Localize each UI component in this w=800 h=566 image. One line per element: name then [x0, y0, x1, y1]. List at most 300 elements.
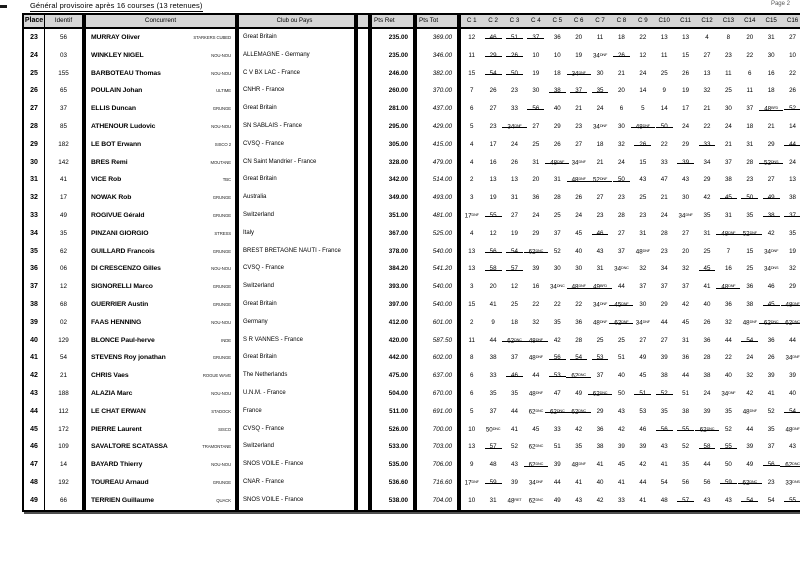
race-score-cell: [632, 421, 653, 439]
race-score-cell: [632, 100, 653, 118]
race-score: [553, 118, 562, 136]
race-score-cell: [589, 332, 610, 350]
race-score-cell: [525, 456, 546, 474]
race-score-cell: [782, 207, 800, 225]
race-score-cell: [547, 332, 568, 350]
score-value: 27: [596, 194, 604, 202]
place-cell: 46: [30, 443, 38, 451]
score-value: 17: [489, 140, 497, 148]
pts-tot-cell: 706.00: [432, 461, 452, 469]
race-score-cell: [782, 171, 800, 189]
score-value: 17: [464, 212, 472, 220]
race-score-cell: [547, 207, 568, 225]
pts-tot-cell: 700.00: [432, 425, 452, 433]
score-value: 39: [553, 461, 561, 469]
race-score: [724, 332, 733, 350]
races-body: [461, 29, 800, 510]
race-score-discarded: [592, 171, 608, 189]
pts-tot-cell: 704.00: [432, 496, 452, 504]
race-score-cell: [589, 207, 610, 225]
table-row: [86, 189, 235, 207]
table-row: [417, 65, 457, 83]
race-score-cell: [696, 225, 717, 243]
race-score-discarded: [506, 332, 523, 350]
score-value: 29: [596, 407, 604, 415]
score-value: 23: [596, 211, 604, 219]
race-score-cell: [589, 403, 610, 421]
score-value: 43: [724, 496, 732, 504]
race-score-discarded: [489, 47, 498, 65]
score-code: DNF: [599, 301, 608, 306]
race-score-cell: [654, 243, 675, 261]
pts-ret-cell: 351.00: [388, 211, 408, 219]
score-value: 25: [746, 265, 754, 273]
score-value: 41: [703, 283, 711, 291]
race-score-cell: [654, 492, 675, 510]
race-score-discarded: [763, 314, 780, 332]
score-value: 33: [511, 105, 518, 113]
race-score-cell: [760, 456, 781, 474]
race-score: [724, 367, 733, 385]
spacer-row: [358, 136, 368, 154]
race-score: [767, 349, 776, 367]
race-score-cell: [525, 385, 546, 403]
score-value: 54: [767, 496, 775, 504]
score-value: 4: [469, 229, 474, 237]
race-score-discarded: [681, 154, 690, 172]
table-row: [86, 136, 235, 154]
race-score-cell: [568, 100, 589, 118]
race-score-cell: [654, 474, 675, 492]
race-score-cell: [632, 82, 653, 100]
race-score: [660, 456, 669, 474]
race-score: [660, 314, 669, 332]
score-value: 56: [553, 354, 561, 362]
race-score: [767, 367, 776, 385]
race-score-cell: [739, 403, 760, 421]
identif-cell: 03: [44, 47, 82, 65]
spacer-section: [356, 13, 370, 512]
race-score-cell: [482, 154, 503, 172]
score-value: 11: [660, 51, 668, 59]
race-score: [785, 349, 800, 367]
race-score-cell: [654, 349, 675, 367]
score-value: 32: [532, 318, 540, 326]
race-score-cell: [675, 207, 696, 225]
race-score-cell: [547, 136, 568, 154]
race-score-cell: [461, 296, 482, 314]
race-score: [703, 189, 712, 207]
place-cell: 28: [30, 122, 38, 130]
score-code: DNF: [471, 212, 479, 217]
race-score-cell: [632, 260, 653, 278]
race-score: [788, 118, 797, 136]
race-score: [489, 154, 498, 172]
race-score: [531, 136, 540, 154]
race-score: [490, 314, 495, 332]
table-row: [461, 421, 800, 439]
race-score: [660, 438, 669, 456]
score-value: 35: [789, 229, 796, 237]
race-score-cell: [568, 492, 589, 510]
race-score-cell: [461, 367, 482, 385]
race-score-cell: [696, 332, 717, 350]
race-score-cell: [461, 65, 482, 83]
race-score-cell: [611, 332, 632, 350]
race-score: [763, 260, 779, 278]
score-value: 44: [746, 425, 754, 433]
score-value: 45: [617, 461, 625, 469]
race-score-cell: [589, 29, 610, 47]
race-score: [638, 65, 647, 83]
table-row: [461, 225, 800, 243]
score-value: 38: [789, 194, 796, 202]
score-value: 25: [724, 87, 732, 95]
pts-ret-body: [372, 29, 413, 510]
race-score-cell: [675, 403, 696, 421]
pts-ret-cell: 475.00: [388, 372, 408, 380]
table-row: [239, 492, 354, 510]
race-score: [703, 296, 712, 314]
race-score-cell: [739, 438, 760, 456]
boat-name: TRAMONTANE: [202, 444, 231, 450]
race-score-cell: [696, 118, 717, 136]
score-code: DNS: [770, 159, 779, 164]
race-score-cell: [654, 100, 675, 118]
spacer-body: [358, 29, 368, 510]
score-value: 35: [767, 425, 775, 433]
race-score-cell: [632, 314, 653, 332]
race-score-cell: [525, 189, 546, 207]
score-value: 38: [746, 300, 754, 308]
score-value: 27: [789, 34, 796, 41]
race-score-cell: [632, 207, 653, 225]
pts-ret-cell: 349.00: [388, 194, 408, 202]
score-value: 54: [660, 478, 668, 486]
score-value: 45: [639, 372, 647, 380]
race-score-cell: [760, 207, 781, 225]
score-value: 31: [489, 496, 497, 504]
score-code: DNF: [471, 479, 479, 484]
race-score-cell: [568, 260, 589, 278]
col-header-race: C16: [786, 17, 799, 24]
table-row: [86, 82, 235, 100]
race-score: [745, 47, 754, 65]
score-value: 52: [592, 176, 600, 184]
race-score: [745, 171, 754, 189]
score-value: 23: [639, 211, 647, 219]
score-value: 25: [660, 69, 668, 77]
race-score-cell: [482, 314, 503, 332]
competitor-name: LE CHAT ERWAN: [91, 407, 146, 415]
race-score-cell: [525, 136, 546, 154]
race-score: [681, 438, 690, 456]
boat-name: GRUNGE: [212, 106, 231, 112]
score-value: 39: [660, 354, 668, 362]
race-score-cell: [589, 314, 610, 332]
race-score-cell: [504, 82, 525, 100]
score-value: 39: [639, 443, 647, 451]
race-score-cell: [568, 332, 589, 350]
race-score: [467, 243, 476, 261]
score-value: 62: [507, 337, 515, 345]
pts-tot-cell: 602.00: [432, 354, 452, 362]
pts-tot-cell: 691.00: [432, 407, 452, 415]
race-score: [767, 332, 776, 350]
race-score: [531, 225, 540, 243]
score-code: BFD: [771, 106, 779, 111]
race-score: [592, 314, 608, 332]
table-row: [372, 349, 413, 367]
score-value: 39: [789, 372, 796, 380]
race-score-cell: [760, 421, 781, 439]
spacer-row: [358, 474, 368, 492]
table-row: [239, 189, 354, 207]
race-score-cell: [504, 474, 525, 492]
race-score-cell: [718, 118, 739, 136]
score-value: 28: [553, 194, 561, 202]
place-identif-body: [24, 29, 82, 510]
race-score-discarded: [617, 47, 626, 65]
race-score-cell: [632, 367, 653, 385]
race-score-cell: [482, 456, 503, 474]
race-score: [553, 100, 562, 118]
race-score-discarded: [553, 349, 562, 367]
score-value: 37: [789, 211, 796, 219]
table-row: [372, 492, 413, 510]
score-value: 15: [746, 247, 754, 255]
score-value: 62: [742, 479, 750, 487]
race-score-cell: [696, 47, 717, 65]
race-score: [574, 118, 583, 136]
race-score: [531, 207, 540, 225]
table-row: [86, 207, 235, 225]
score-value: 48: [571, 283, 579, 291]
score-value: 62: [763, 319, 771, 327]
race-score-cell: [760, 136, 781, 154]
race-score-cell: [589, 492, 610, 510]
pts-tot-cell: 703.00: [432, 443, 452, 451]
score-value: 41: [617, 478, 625, 486]
race-score-discarded: [745, 492, 754, 510]
score-code: DNF: [599, 177, 608, 182]
score-value: 29: [682, 140, 690, 148]
score-value: 21: [724, 140, 732, 148]
score-value: 33: [553, 425, 561, 433]
score-value: 33: [617, 496, 625, 504]
boat-name: GRUNGE: [212, 248, 231, 254]
race-score-discarded: [570, 367, 587, 385]
club-cell: Italy: [243, 229, 255, 236]
race-score: [638, 225, 647, 243]
score-value: 18: [617, 34, 625, 41]
col-header-race: C10: [658, 17, 670, 24]
race-score: [489, 171, 498, 189]
col-header-pts-tot: Pts Tot: [419, 17, 439, 24]
race-score: [788, 47, 797, 65]
table-row: [461, 474, 800, 492]
race-score-cell: [675, 47, 696, 65]
club-cell: Australia: [243, 194, 267, 201]
table-row: [86, 332, 235, 350]
competitor-name: LE BOT Erwann: [91, 140, 142, 148]
score-value: 11: [468, 336, 475, 344]
race-score-cell: [482, 332, 503, 350]
race-score: [467, 29, 476, 47]
table-row: [24, 171, 82, 189]
race-score-discarded: [724, 189, 733, 207]
race-score-cell: [589, 225, 610, 243]
race-score-cell: [654, 225, 675, 243]
race-score-cell: [547, 474, 568, 492]
boat-name: STARKERS CUBED: [193, 35, 231, 40]
race-score: [635, 243, 651, 261]
race-score: [613, 260, 630, 278]
race-score-discarded: [574, 349, 583, 367]
race-score-discarded: [660, 118, 669, 136]
pts-ret-cell: 504.00: [388, 389, 408, 397]
table-row: [461, 207, 800, 225]
race-score-cell: [568, 207, 589, 225]
race-score-cell: [504, 296, 525, 314]
race-score-cell: [525, 492, 546, 510]
score-value: 24: [639, 69, 647, 77]
score-value: 14: [660, 105, 668, 113]
score-value: 48: [528, 390, 536, 398]
race-score-cell: [568, 47, 589, 65]
race-score: [596, 65, 605, 83]
place-cell: 31: [30, 176, 38, 184]
race-score-cell: [718, 367, 739, 385]
race-score: [745, 243, 754, 261]
race-score-discarded: [574, 82, 583, 100]
table-row: [372, 260, 413, 278]
place-cell: 49: [30, 496, 38, 504]
table-row: [86, 243, 235, 261]
race-score-cell: [739, 47, 760, 65]
score-value: 45: [532, 425, 540, 433]
table-row: [86, 29, 235, 47]
race-score: [703, 243, 712, 261]
race-score-cell: [782, 492, 800, 510]
score-value: 55: [789, 496, 796, 504]
score-code: DNF: [535, 479, 543, 484]
race-score-cell: [482, 278, 503, 296]
pts-tot-cell: 429.00: [432, 122, 452, 130]
table-row: [86, 100, 235, 118]
race-score: [574, 47, 583, 65]
race-score-cell: [739, 243, 760, 261]
race-score-cell: [782, 367, 800, 385]
table-row: [239, 100, 354, 118]
table-row: [24, 403, 82, 421]
table-row: [239, 332, 354, 350]
score-value: 62: [592, 390, 600, 398]
race-score: [788, 260, 797, 278]
pts-ret-cell: 538.00: [388, 496, 408, 504]
race-score-cell: [654, 314, 675, 332]
race-score-cell: [482, 118, 503, 136]
table-row: [86, 225, 235, 243]
club-cell: C V BX LAC - France: [243, 69, 301, 76]
identif-cell: 192: [44, 474, 82, 492]
race-score: [553, 385, 562, 403]
race-score: [638, 189, 647, 207]
race-score: [660, 65, 669, 83]
race-score-cell: [504, 260, 525, 278]
race-score: [638, 421, 647, 439]
score-value: 8: [469, 354, 474, 362]
race-score-cell: [568, 65, 589, 83]
score-value: 42: [553, 336, 561, 344]
race-score: [485, 421, 502, 439]
race-score: [467, 492, 476, 510]
score-value: 12: [639, 51, 647, 59]
spacer-row: [358, 154, 368, 172]
race-score-cell: [589, 438, 610, 456]
race-score: [681, 29, 690, 47]
race-score-discarded: [506, 118, 522, 136]
race-score: [489, 82, 498, 100]
score-value: 23: [767, 478, 775, 486]
score-value: 44: [660, 318, 668, 326]
pts-ret-cell: 305.00: [388, 140, 408, 148]
table-row: [24, 243, 82, 261]
competitor-name: MURRAY Oliver: [91, 34, 140, 41]
race-score-cell: [718, 100, 739, 118]
race-score-cell: [675, 171, 696, 189]
race-score-cell: [654, 154, 675, 172]
place-cell: 48: [30, 478, 38, 486]
race-score: [469, 349, 474, 367]
score-value: 4: [469, 140, 474, 148]
race-score-cell: [718, 421, 739, 439]
race-score: [596, 438, 605, 456]
race-score-cell: [782, 29, 800, 47]
race-score-cell: [654, 438, 675, 456]
race-score-cell: [718, 29, 739, 47]
col-header-race: C 8: [616, 17, 627, 24]
spacer-row: [358, 189, 368, 207]
score-value: 39: [682, 158, 690, 166]
score-code: DNF: [642, 319, 650, 324]
score-value: 34: [721, 390, 729, 398]
race-score: [745, 118, 754, 136]
identif-cell: 49: [44, 207, 82, 225]
race-score-discarded: [553, 82, 562, 100]
pts-ret-cell: 384.20: [388, 265, 408, 273]
race-score-cell: [739, 118, 760, 136]
race-score: [724, 47, 733, 65]
race-score-cell: [504, 278, 525, 296]
race-score-cell: [461, 278, 482, 296]
score-value: 31: [682, 336, 690, 344]
club-cell: SNOS VOILE - France: [243, 496, 304, 503]
race-score: [528, 438, 545, 456]
race-score: [510, 136, 519, 154]
score-value: 51: [682, 389, 690, 397]
competitor-name: BAYARD Thierry: [91, 461, 143, 469]
race-score: [788, 171, 797, 189]
race-score: [703, 314, 712, 332]
race-score: [745, 438, 754, 456]
race-score-cell: [589, 65, 610, 83]
race-score-cell: [611, 296, 632, 314]
identif-cell: 112: [44, 403, 82, 421]
score-value: 48: [721, 283, 729, 291]
score-code: DNF: [535, 337, 543, 342]
race-score-cell: [525, 314, 546, 332]
